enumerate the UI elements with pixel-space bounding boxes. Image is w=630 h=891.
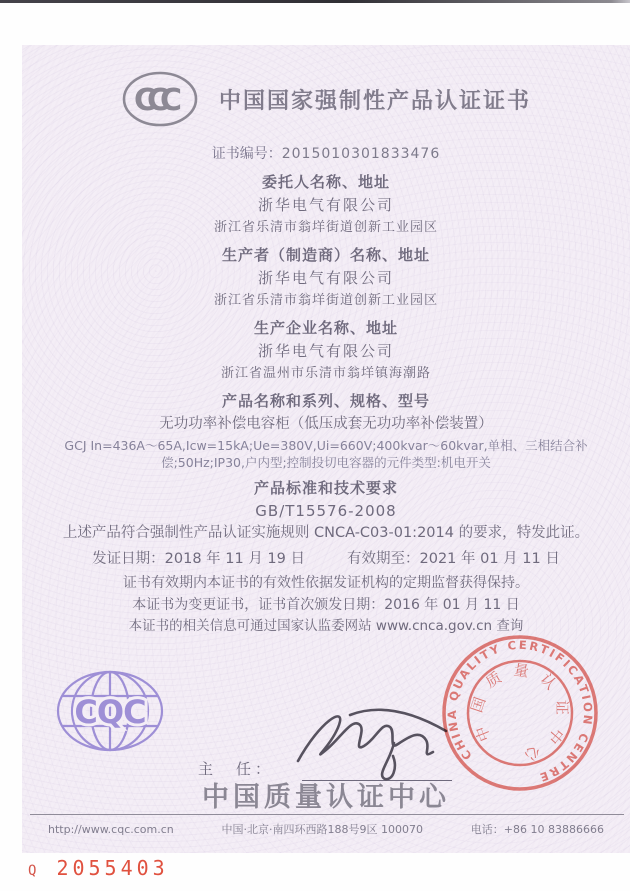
product-name: 无功功率补偿电容柜（低压成套无功功率补偿装置） bbox=[159, 416, 493, 432]
certificate-header bbox=[22, 69, 630, 129]
footer-row bbox=[22, 821, 630, 837]
certificate-number-line bbox=[22, 143, 630, 163]
change-note: 本证书为变更证书，证书首次颁发日期：2016 年 01 月 11 日 bbox=[132, 597, 520, 613]
dates-row bbox=[22, 550, 630, 569]
expiry-date-item bbox=[347, 550, 560, 569]
issuer-address: 中国·北京·南四环西路188号9区 100070 bbox=[221, 823, 424, 836]
applicant-heading: 委托人名称、地址 bbox=[261, 173, 390, 191]
certificate-number-value: 2015010301833476 bbox=[281, 146, 441, 162]
expiry-date-label: 有效期至： bbox=[347, 551, 420, 567]
product-section bbox=[22, 392, 630, 471]
footer-divider bbox=[30, 814, 624, 815]
validity-note: 证书有效期内本证书的有效性依据发证机构的定期监督获得保持。 bbox=[123, 575, 529, 591]
issuer-website: http://www.cqc.com.cn bbox=[48, 823, 174, 836]
ccc-logo-letters: CCC bbox=[133, 83, 174, 118]
serial-number-block bbox=[28, 856, 169, 880]
applicant-address: 浙江省乐清市翁垟街道创新工业园区 bbox=[213, 220, 438, 235]
factory-section bbox=[22, 319, 630, 382]
scan-edge-line bbox=[0, 0, 630, 3]
manufacturer-name: 浙华电气有限公司 bbox=[257, 269, 394, 287]
factory-address: 浙江省温州市乐清市翁垟镇海潮路 bbox=[220, 366, 431, 381]
expiry-date-value: 2021 年 01 月 11 日 bbox=[419, 551, 560, 567]
cqc-logo-letters: CQC bbox=[74, 693, 146, 731]
info-note: 本证书的相关信息可通过国家认监委网站 www.cnca.gov.cn 查询 bbox=[128, 618, 524, 634]
red-seal-stamp bbox=[438, 631, 602, 795]
standard-value: GB/T15576-2008 bbox=[255, 502, 397, 520]
standard-heading: 产品标准和技术要求 bbox=[253, 479, 398, 497]
director-label: 主 任： bbox=[198, 760, 275, 778]
serial-prefix: Q bbox=[28, 863, 37, 879]
seal-outer-text: CHINA QUALITY CERTIFICATION CENTRE bbox=[444, 637, 596, 786]
issuer-phone: 电话：+86 10 83886666 bbox=[470, 823, 604, 836]
serial-number: 2055403 bbox=[56, 856, 169, 880]
product-spec: GCJ In=436A～65A,Icw=15kA;Ue=380V,Ui=660V;400kvar～60kvar,单相、三相结合补偿;50Hz;IP30,户内型;控制投切电容器的元件类型:机电开关 bbox=[64, 438, 588, 470]
applicant-name: 浙华电气有限公司 bbox=[257, 196, 394, 214]
director-signature bbox=[292, 699, 454, 787]
product-heading: 产品名称和系列、规格、型号 bbox=[221, 392, 430, 410]
compliance-statement: 上述产品符合强制性产品认证实施规则 CNCA-C03-01:2014 的要求，特发此证。 bbox=[62, 525, 590, 541]
certificate-body bbox=[22, 45, 630, 853]
ccc-mark-icon bbox=[121, 70, 199, 128]
manufacturer-heading: 生产者（制造商）名称、地址 bbox=[221, 246, 430, 264]
manufacturer-section bbox=[22, 246, 630, 309]
factory-name: 浙华电气有限公司 bbox=[257, 342, 394, 360]
cqc-globe-logo bbox=[54, 668, 166, 754]
issue-date-value: 2018 年 11 月 19 日 bbox=[164, 551, 305, 567]
certificate-number-label: 证书编号： bbox=[211, 146, 282, 162]
issue-date-item bbox=[92, 550, 305, 569]
issuer-name: 中国质量认证中心 bbox=[202, 782, 450, 813]
seal-inner-text: 中国质量认证中心 bbox=[467, 660, 572, 766]
manufacturer-address: 浙江省乐清市翁垟街道创新工业园区 bbox=[213, 293, 438, 308]
issue-date-label: 发证日期： bbox=[92, 551, 165, 567]
certificate-title: 中国国家强制性产品认证证书 bbox=[218, 88, 531, 114]
svg-text:CHINA QUALITY CERTIFICATION bbox=[438, 631, 602, 795]
applicant-section bbox=[22, 173, 630, 236]
factory-heading: 生产企业名称、地址 bbox=[253, 319, 398, 337]
standard-section bbox=[22, 479, 630, 521]
